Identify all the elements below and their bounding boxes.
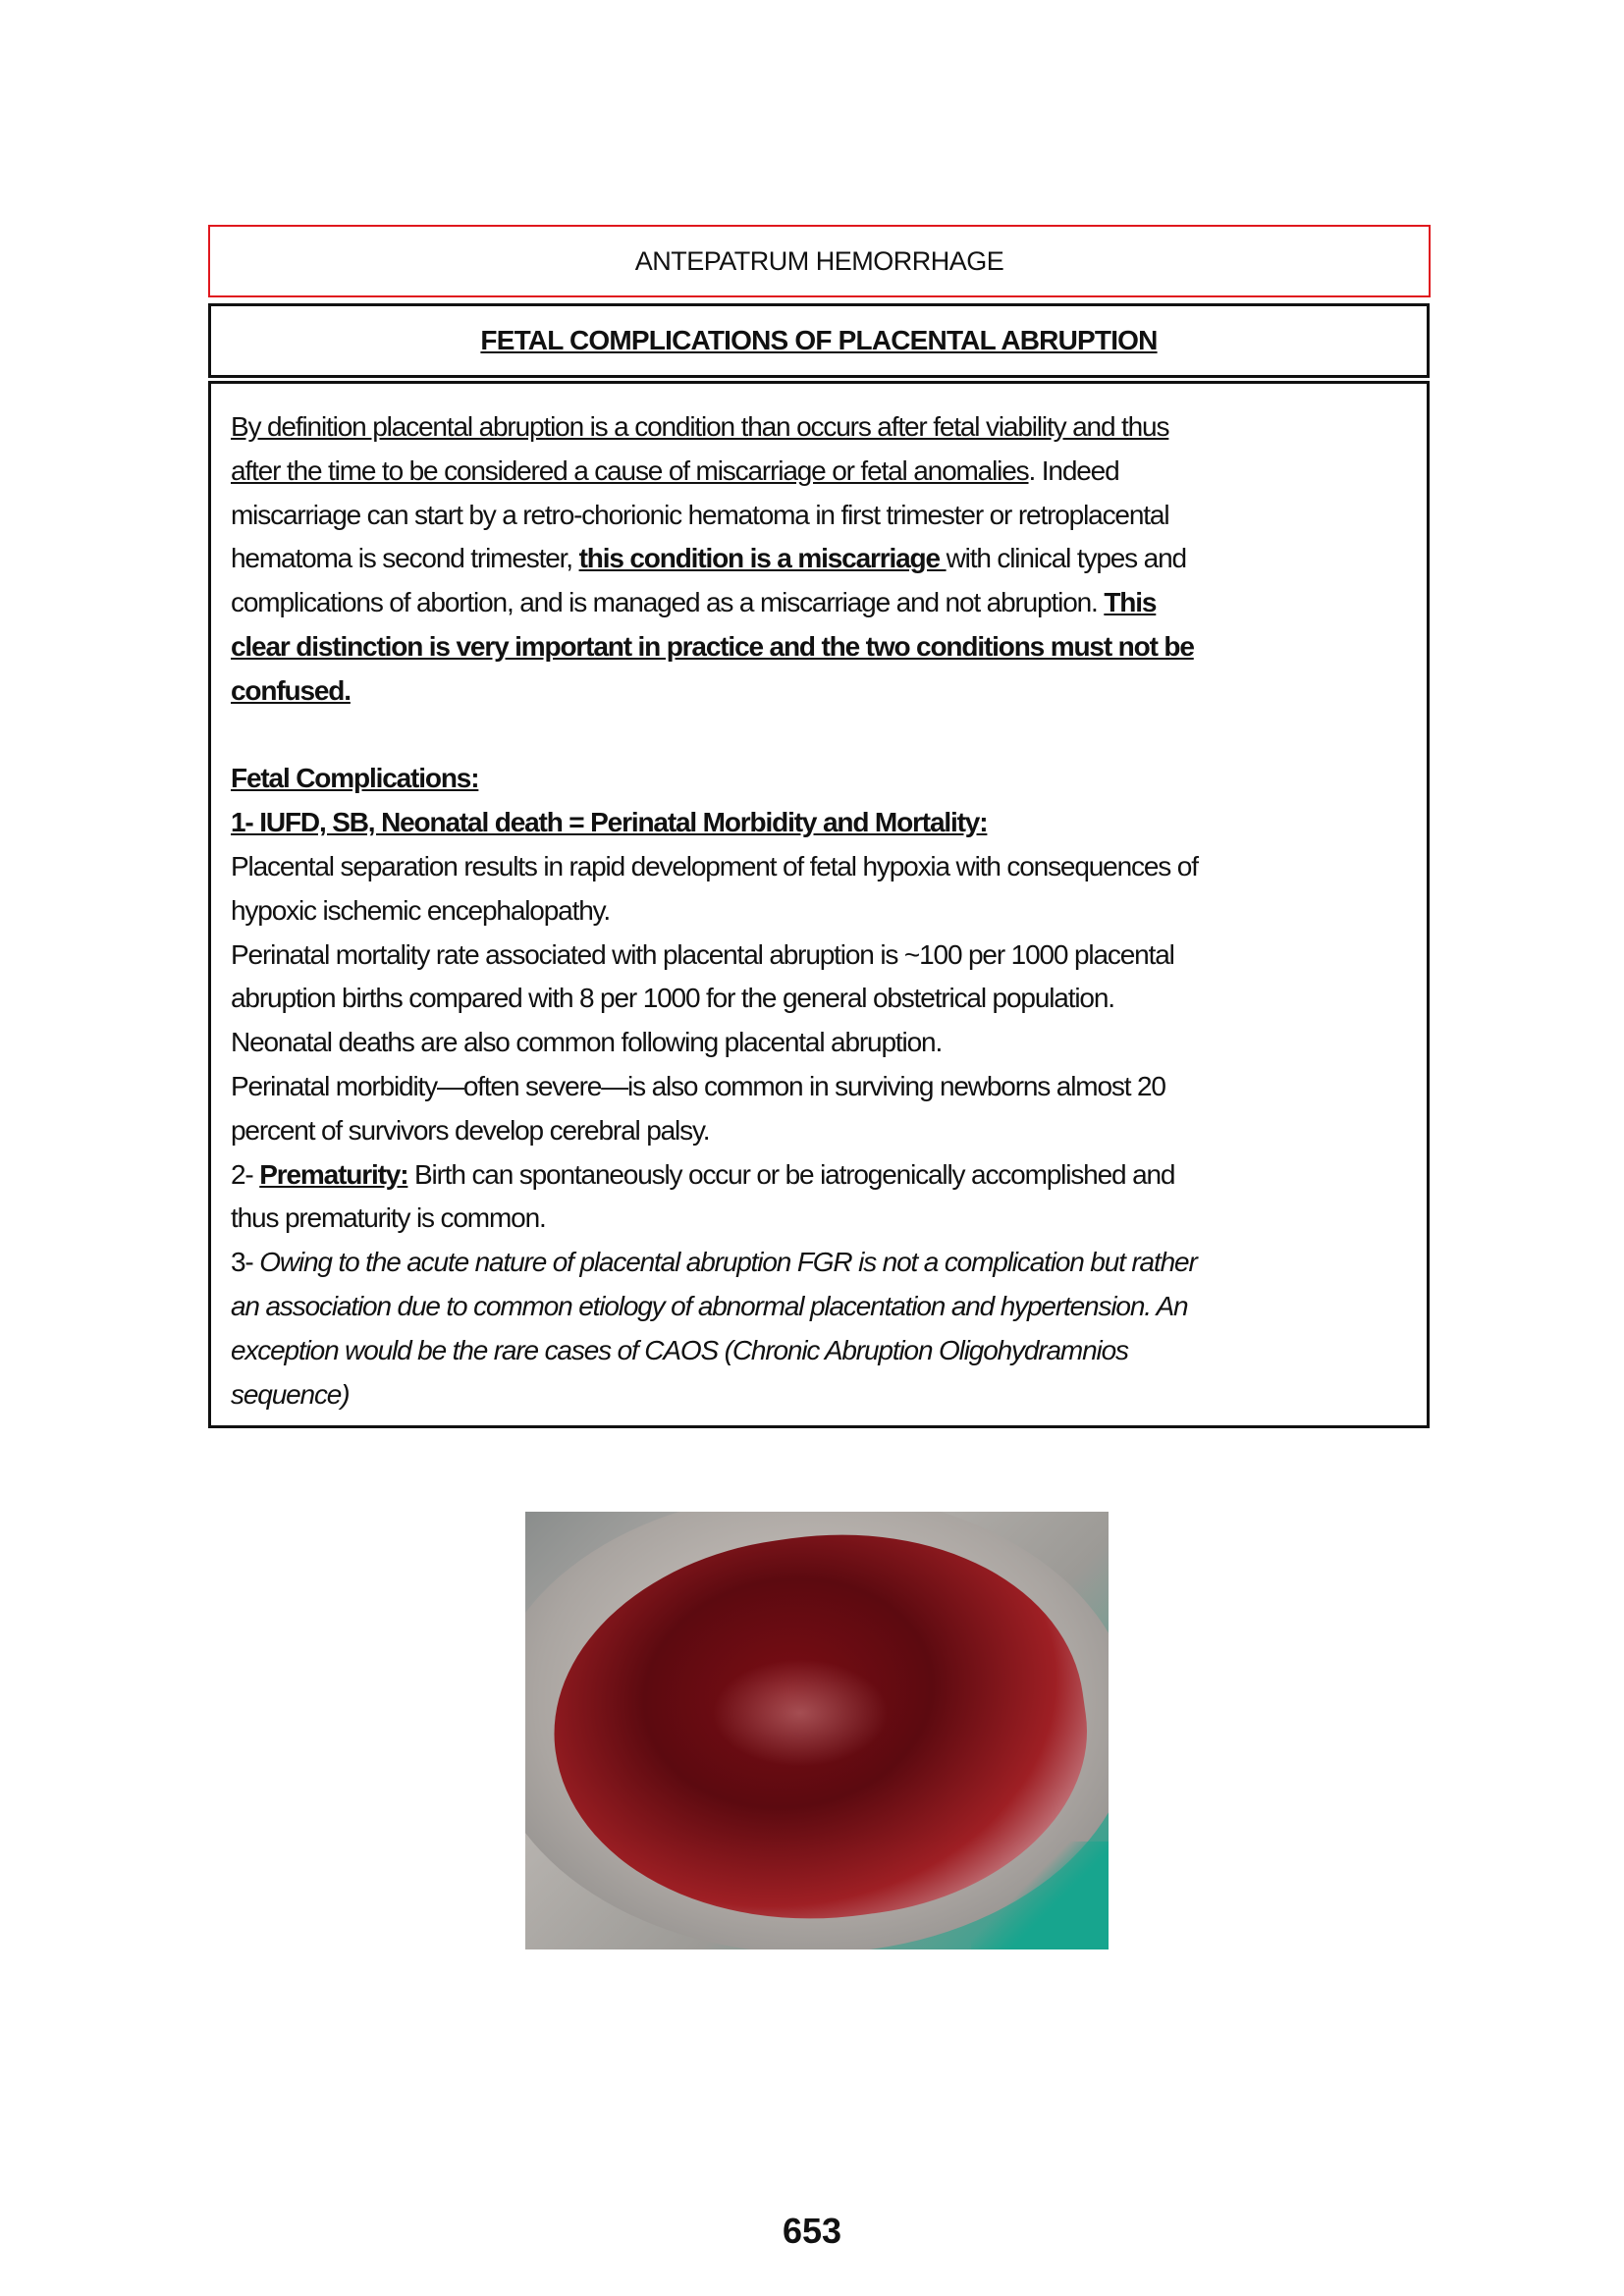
text-segment: Birth can spontaneously occur or be iatrogenically accomplished and — [407, 1158, 1175, 1190]
text-segment: hypoxic ischemic encephalopathy. — [231, 894, 611, 926]
placenta-photo — [525, 1512, 1109, 1949]
content-box — [208, 381, 1430, 1428]
text-segment: 3- — [231, 1247, 260, 1278]
text-line — [231, 405, 1198, 450]
text-line — [231, 1153, 1198, 1198]
text-segment: abruption births compared with 8 per 1000 for the general obstetrical population. — [231, 983, 1114, 1014]
text-segment: By definition placental abruption is a condition than occurs after fetal viability and thus — [231, 411, 1169, 442]
text-line — [231, 977, 1198, 1021]
text-segment: 2- — [231, 1158, 260, 1190]
section-header — [208, 225, 1431, 297]
text-segment: an association due to common etiology of abnormal placentation and hypertension. An — [231, 1290, 1188, 1321]
text-segment: hematoma is second trimester, — [231, 543, 579, 574]
text-line — [231, 625, 1198, 669]
photo-drape — [971, 1842, 1109, 1949]
text-line — [231, 714, 1198, 758]
text-segment: Perinatal mortality rate associated with placental abruption is ~100 per 1000 placental — [231, 938, 1174, 970]
text-line — [231, 1285, 1198, 1329]
text-segment: exception would be the rare cases of CAOS (Chronic Abruption Oligohydramnios — [231, 1334, 1128, 1365]
text-segment: thus prematurity is common. — [231, 1202, 546, 1234]
text-segment: this condition is a miscarriage — [578, 543, 947, 574]
text-line — [231, 1241, 1198, 1285]
photo-highlight — [712, 1659, 889, 1767]
text-segment: Prematurity: — [259, 1158, 408, 1190]
text-segment: Neonatal deaths are also common following placental abruption. — [231, 1027, 943, 1058]
text-line — [231, 845, 1198, 889]
text-line — [231, 537, 1198, 581]
body-text — [231, 405, 1198, 1416]
text-segment: sequence) — [231, 1378, 350, 1410]
text-segment: Placental separation results in rapid development of fetal hypoxia with consequences of — [231, 850, 1198, 881]
text-segment: with clinical types and — [946, 543, 1186, 574]
text-segment: percent of survivors develop cerebral palsy. — [231, 1114, 710, 1146]
section-title: ANTEPATRUM HEMORRHAGE — [634, 245, 1004, 276]
page-title: FETAL COMPLICATIONS OF PLACENTAL ABRUPTION — [480, 325, 1158, 355]
text-segment: Perinatal morbidity—often severe—is also common in surviving newborns almost 20 — [231, 1070, 1165, 1101]
text-segment: 1- IUFD, SB, Neonatal death = Perinatal Morbidity and Mortality: — [231, 807, 988, 838]
text-line — [231, 669, 1198, 714]
text-line — [231, 1021, 1198, 1065]
text-segment: Fetal Complications: — [231, 763, 479, 794]
text-segment: clear distinction is very important in practice and the two conditions must not be — [231, 630, 1194, 662]
text-line — [231, 1109, 1198, 1153]
text-line — [231, 757, 1198, 801]
text-line — [231, 450, 1198, 494]
text-segment: Owing to the acute nature of placental abruption FGR is not a complication but rather — [259, 1247, 1197, 1278]
text-line — [231, 1373, 1198, 1417]
text-line — [231, 934, 1198, 978]
text-line — [231, 889, 1198, 934]
text-line — [231, 801, 1198, 845]
text-line — [231, 581, 1198, 625]
text-segment: after the time to be considered a cause of miscarriage or fetal anomalies — [231, 454, 1029, 486]
text-line — [231, 494, 1198, 538]
text-segment: miscarriage can start by a retro-chorionic hematoma in first trimester or retroplacental — [231, 499, 1169, 530]
text-segment: This — [1104, 587, 1157, 618]
text-line — [231, 1329, 1198, 1373]
text-segment: . Indeed — [1028, 454, 1119, 486]
text-line — [231, 1197, 1198, 1241]
text-line — [231, 1065, 1198, 1109]
page-number: 653 — [782, 2211, 842, 2251]
text-segment: confused. — [231, 674, 351, 706]
page-title-box — [208, 303, 1430, 378]
text-segment: complications of abortion, and is managed as a miscarriage and not abruption. — [231, 587, 1105, 618]
